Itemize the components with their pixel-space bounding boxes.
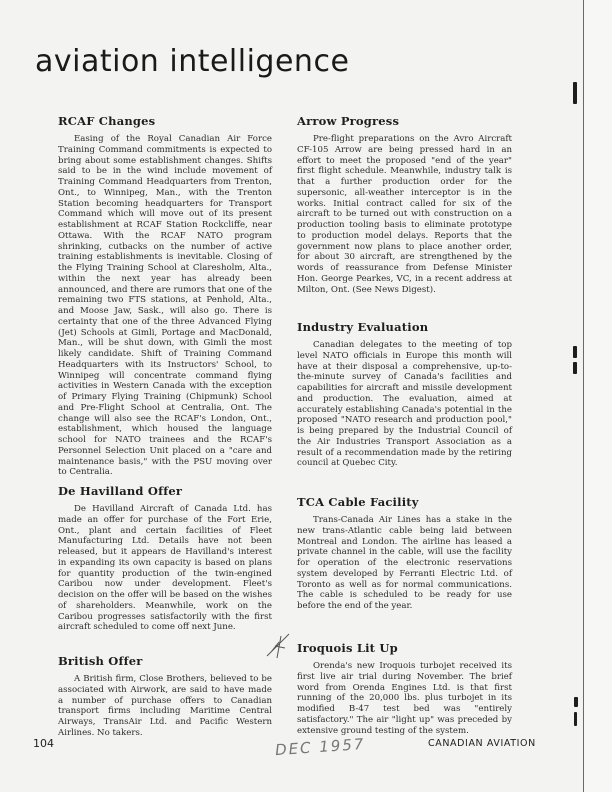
article-body: Orenda's new Iroquois turbojet received its first live air trial during November. The brief word from Orenda Engines Ltd. is that first running of the 20,000 lbs. plus turbojet in its modified B-47 test bed was "entirely satisfactory." The air "light up" was preceded by extensive ground testing of the system.: [297, 661, 512, 736]
binder-hole-mark: [573, 346, 577, 358]
page-number: 104: [33, 737, 54, 750]
article-heading: TCA Cable Facility: [297, 495, 419, 509]
handwritten-pen-mark-icon: [265, 630, 293, 660]
article-heading: Iroquois Lit Up: [297, 641, 398, 655]
handwritten-date: DEC 1957: [274, 734, 366, 760]
publication-name: CANADIAN AVIATION: [428, 738, 536, 749]
article-industry-evaluation: [297, 320, 512, 469]
article-heading: Industry Evaluation: [297, 320, 429, 334]
article-british-offer: [58, 654, 272, 739]
article-body: Pre-flight preparations on the Avro Aircraft CF-105 Arrow are being pressed hard in an effort to meet the proposed "end of the year" first flight schedule. Meanwhile, industry talk is that a further production order for the supersonic, all-weather interceptor is in the works. Initial contract called for six of the aircraft to be turned out with construction on a production tooling basis to eliminate prototype to production model delays. Reports that the government now plans to place another order, for about 30 aircraft, are strengthened by the words of reassurance from Defense Minister Hon. George Pearkes, VC, in a recent address at Milton, Ont. (See News Digest).: [297, 134, 512, 295]
article-heading: British Offer: [58, 654, 143, 668]
binder-hole-mark: [574, 712, 577, 726]
page-edge: [583, 0, 584, 792]
article-body: De Havilland Aircraft of Canada Ltd. has made an offer for purchase of the Fort Erie, Ont., plant and certain facilities of Fleet Manufacturing Ltd. Details have not been released, but it appears de Havilland's interest in expanding its own capacity is based on plans for quantity production of the twin-engined Caribou now under development. Fleet's decision on the offer will be based on the wishes of shareholders. Meanwhile, work on the Caribou progresses satisfactorily with the first aircraft scheduled to come off next June.: [58, 504, 272, 633]
article-body: Canadian delegates to the meeting of top level NATO officials in Europe this month will have at their disposal a comprehensive, up-to-the-minute survey of Canada's facilities and capabilities for aircraft and missile development and production. The evaluation, aimed at accurately establishing Canada's potential in the proposed "NATO research and production pool," is being prepared by the Industrial Council of the Air Industries Transport Association as a result of a recommendation made by the retiring council at Quebec City.: [297, 340, 512, 469]
binder-hole-mark: [574, 697, 578, 707]
article-heading: De Havilland Offer: [58, 484, 183, 498]
article-tca-cable-facility: [297, 495, 512, 612]
article-arrow-progress: [297, 114, 512, 295]
article-body: Easing of the Royal Canadian Air Force Training Command commitments is expected to bring about some establishment changes. Shifts said to be in the wind include movement of Training Command Headquarters from Trenton, Ont., to Winnipeg, Man., with the Trenton Station becoming headquarters for Transport Command which will move out of its present establishment at RCAF Station Rockcliffe, near Ottawa. With the RCAF NATO program shrinking, cutbacks on the number of active training establishments is inevitable. Closing of the Flying Training School at Claresholm, Alta., within the next year has already been announced, and there are rumors that one of the remaining two FTS stations, at Penhold, Alta., and Moose Jaw, Sask., will also go. There is certainty that one of the three Advanced Flying (Jet) Schools at Gimli, Portage and MacDonald, Man., will be shut down, with Gimli the most likely candidate. Shift of Training Command Headquarters with its Instructors' School, to Winnipeg will concentrate command flying activities in Western Canada with the exception of Primary Flying Training (Chipmunk) School and Pre-Flight School at Centralia, Ont. The change will also see the RCAF's London, Ont., establishment, which housed the language school for NATO trainees and the RCAF's Personnel Selection Unit placed on a "care and maintenance basis," with the PSU moving over to Centralia.: [58, 134, 272, 478]
binder-hole-mark: [573, 362, 577, 374]
article-de-havilland-offer: [58, 484, 272, 633]
article-body: A British firm, Close Brothers, believed to be associated with Airwork, are said to have made a number of purchase offers to Canadian transport firms including Maritime Central Airways, TransAir Ltd. and Pacific Western Airlines. No takers.: [58, 674, 272, 738]
article-iroquois-lit-up: [297, 641, 512, 736]
page-margin: [584, 0, 612, 792]
article-heading: Arrow Progress: [297, 114, 400, 128]
article-heading: RCAF Changes: [58, 114, 156, 128]
section-title: aviation intelligence: [35, 44, 350, 79]
binder-hole-mark: [573, 82, 577, 104]
article-rcaf-changes: [58, 114, 272, 478]
article-body: Trans-Canada Air Lines has a stake in the new trans-Atlantic cable being laid between Montreal and London. The airline has leased a private channel in the cable, will use the facility for operation of the electronic reservations system developed by Ferranti Electric Ltd. of Toronto as well as for normal communications. The cable is scheduled to be ready for use before the end of the year.: [297, 515, 512, 611]
